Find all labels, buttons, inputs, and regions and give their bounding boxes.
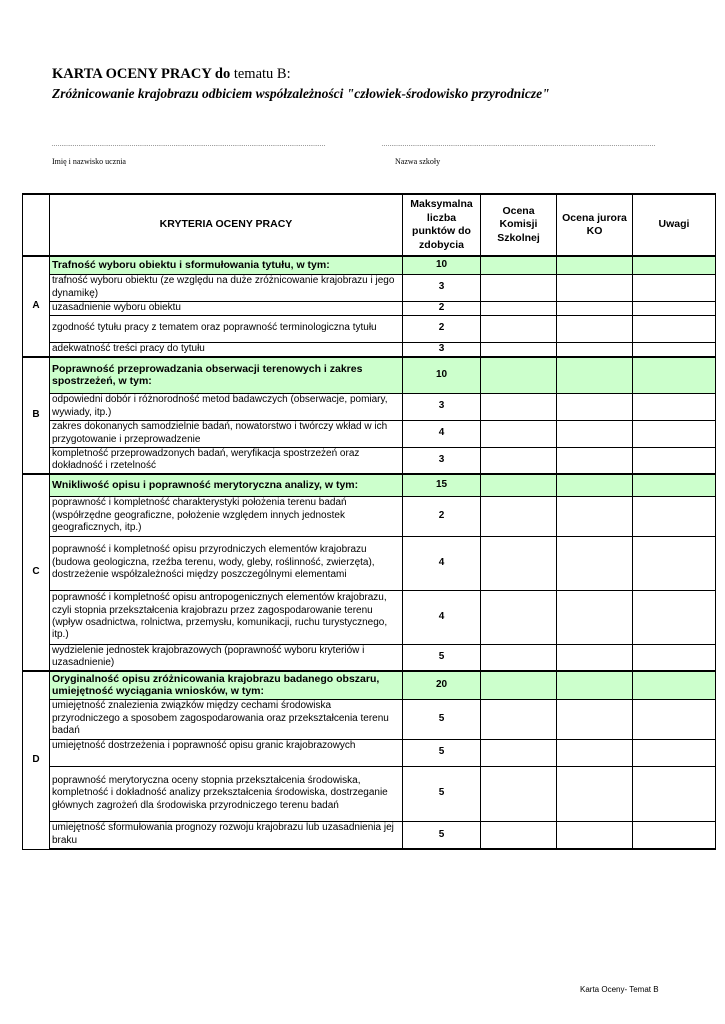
jury-score-cell[interactable] (557, 739, 633, 766)
jury-score-cell[interactable] (557, 474, 633, 496)
criterion-points: 4 (403, 420, 481, 447)
notes-cell[interactable] (633, 536, 716, 590)
jury-score-cell[interactable] (557, 821, 633, 849)
criterion-points: 3 (403, 342, 481, 357)
notes-header: Uwagi (633, 194, 716, 256)
title-bold: KARTA OCENY PRACY do (52, 66, 231, 82)
section-header-row (23, 474, 716, 496)
criterion-points: 3 (403, 447, 481, 474)
school-score-cell[interactable] (481, 766, 557, 821)
max-points-header: Maksymalna liczba punktów do zdobycia (403, 194, 481, 256)
school-score-cell[interactable] (481, 739, 557, 766)
notes-cell[interactable] (633, 301, 716, 315)
notes-cell[interactable] (633, 342, 716, 357)
notes-cell[interactable] (633, 496, 716, 536)
criteria-table (22, 193, 716, 850)
criterion-text: poprawność i kompletność opisu antropogenicznych elementów krajobrazu, czyli stopnia przekształcenia krajobrazu przez zagospodarowanie terenu (wpływ osadnictwa, rolnictwa, przemysłu, komunikacji, ruchu turystycznego, itp.) (50, 590, 403, 644)
notes-cell[interactable] (633, 420, 716, 447)
school-score-cell[interactable] (481, 496, 557, 536)
criterion-points: 2 (403, 315, 481, 342)
school-score-cell[interactable] (481, 393, 557, 420)
criterion-row (23, 420, 716, 447)
notes-cell[interactable] (633, 474, 716, 496)
student-name-label: Imię i nazwisko ucznia (52, 157, 126, 166)
jury-score-cell[interactable] (557, 256, 633, 274)
criterion-row (23, 590, 716, 644)
criterion-text: trafność wyboru obiektu (ze względu na duże zróżnicowanie krajobrazu i jego dynamikę) (50, 274, 403, 301)
criterion-row (23, 699, 716, 739)
notes-cell[interactable] (633, 315, 716, 342)
jury-score-cell[interactable] (557, 393, 633, 420)
jury-score-cell[interactable] (557, 671, 633, 699)
jury-score-cell[interactable] (557, 590, 633, 644)
criterion-row (23, 393, 716, 420)
section-letter: A (23, 256, 50, 357)
section-max-points: 10 (403, 256, 481, 274)
jury-score-cell[interactable] (557, 766, 633, 821)
criterion-text: poprawność i kompletność charakterystyki położenia terenu badań (współrzędne geograficzne, położenie względem innych jednostek geograficznych, itp.) (50, 496, 403, 536)
jury-score-cell[interactable] (557, 496, 633, 536)
section-header-row (23, 671, 716, 699)
criterion-points: 5 (403, 644, 481, 671)
school-score-cell[interactable] (481, 256, 557, 274)
school-score-cell[interactable] (481, 590, 557, 644)
page-title (52, 66, 291, 83)
criterion-row (23, 315, 716, 342)
criterion-row (23, 821, 716, 849)
criterion-row (23, 536, 716, 590)
school-score-cell[interactable] (481, 644, 557, 671)
notes-cell[interactable] (633, 671, 716, 699)
section-letter: B (23, 357, 50, 474)
criterion-text: adekwatność treści pracy do tytułu (50, 342, 403, 357)
criterion-points: 4 (403, 590, 481, 644)
criterion-points: 2 (403, 301, 481, 315)
criterion-row (23, 739, 716, 766)
jury-score-cell[interactable] (557, 420, 633, 447)
notes-cell[interactable] (633, 393, 716, 420)
criterion-row (23, 301, 716, 315)
notes-cell[interactable] (633, 699, 716, 739)
school-commission-header: Ocena Komisji Szkolnej (481, 194, 557, 256)
jury-score-cell[interactable] (557, 447, 633, 474)
jury-header: Ocena jurora KO (557, 194, 633, 256)
school-score-cell[interactable] (481, 474, 557, 496)
school-score-cell[interactable] (481, 274, 557, 301)
criterion-points: 5 (403, 766, 481, 821)
criterion-text: poprawność i kompletność opisu przyrodniczych elementów krajobrazu (budowa geologiczna, rzeźba terenu, wody, gleby, roślinność, zwierzęta), dostrzeżenie współzależności między poszczególnymi elementami (50, 536, 403, 590)
page-subtitle: Zróżnicowanie krajobrazu odbiciem współzależności "człowiek-środowisko przyrodnicze" (52, 86, 550, 101)
criterion-text: umiejętność znalezienia związków między cechami środowiska przyrodniczego a sposobem zagospodarowania oraz przekształcenia terenu badań (50, 699, 403, 739)
notes-cell[interactable] (633, 590, 716, 644)
notes-cell[interactable] (633, 256, 716, 274)
school-score-cell[interactable] (481, 536, 557, 590)
jury-score-cell[interactable] (557, 274, 633, 301)
section-header-text: Wnikliwość opisu i poprawność merytoryczna analizy, w tym: (50, 474, 403, 496)
notes-cell[interactable] (633, 644, 716, 671)
criterion-points: 2 (403, 496, 481, 536)
section-letter: D (23, 671, 50, 849)
criterion-points: 3 (403, 274, 481, 301)
criterion-text: odpowiedni dobór i różnorodność metod badawczych (obserwacje, pomiary, wywiady, itp.) (50, 393, 403, 420)
title-rest: tematu B: (230, 66, 291, 82)
criterion-points: 5 (403, 821, 481, 849)
criterion-row (23, 447, 716, 474)
jury-score-cell[interactable] (557, 699, 633, 739)
jury-score-cell[interactable] (557, 536, 633, 590)
criterion-text: poprawność merytoryczna oceny stopnia przekształcenia środowiska, kompletność i dokładność analizy przekształcenia środowiska, dostrzeganie głównych zagrożeń dla środowiska przyrodniczego terenu badań (50, 766, 403, 821)
criterion-points: 3 (403, 393, 481, 420)
criteria-header: KRYTERIA OCENY PRACY (50, 194, 403, 256)
jury-score-cell[interactable] (557, 315, 633, 342)
letter-header (23, 194, 50, 256)
criterion-text: kompletność przeprowadzonych badań, weryfikacja spostrzeżeń oraz dokładność i rzetelność (50, 447, 403, 474)
criterion-text: zgodność tytułu pracy z tematem oraz poprawność terminologiczna tytułu (50, 315, 403, 342)
jury-score-cell[interactable] (557, 342, 633, 357)
jury-score-cell[interactable] (557, 644, 633, 671)
notes-cell[interactable] (633, 274, 716, 301)
criterion-points: 5 (403, 739, 481, 766)
criterion-row (23, 342, 716, 357)
section-header-text: Oryginalność opisu zróżnicowania krajobrazu badanego obszaru, umiejętność wyciągania wniosków, w tym: (50, 671, 403, 699)
section-letter: C (23, 474, 50, 671)
school-score-cell[interactable] (481, 420, 557, 447)
criterion-text: umiejętność dostrzeżenia i poprawność opisu granic krajobrazowych (50, 739, 403, 766)
school-score-cell[interactable] (481, 301, 557, 315)
notes-cell[interactable] (633, 739, 716, 766)
page-footer: Karta Oceny- Temat B (580, 985, 659, 994)
jury-score-cell[interactable] (557, 357, 633, 393)
criterion-row (23, 274, 716, 301)
section-header-row (23, 357, 716, 393)
school-name-label: Nazwa szkoły (395, 157, 441, 166)
criterion-text: zakres dokonanych samodzielnie badań, nowatorstwo i twórczy wkład w ich przygotowanie i przeprowadzenie (50, 420, 403, 447)
school-score-cell[interactable] (481, 315, 557, 342)
criterion-text: uzasadnienie wyboru obiektu (50, 301, 403, 315)
criterion-points: 5 (403, 699, 481, 739)
school-score-cell[interactable] (481, 447, 557, 474)
notes-cell[interactable] (633, 766, 716, 821)
section-max-points: 10 (403, 357, 481, 393)
school-name-line[interactable]: ................................................................................................................................................ (382, 142, 656, 148)
notes-cell[interactable] (633, 447, 716, 474)
criterion-row (23, 496, 716, 536)
criterion-row (23, 644, 716, 671)
jury-score-cell[interactable] (557, 301, 633, 315)
notes-cell[interactable] (633, 357, 716, 393)
section-max-points: 15 (403, 474, 481, 496)
school-score-cell[interactable] (481, 357, 557, 393)
school-score-cell[interactable] (481, 699, 557, 739)
school-score-cell[interactable] (481, 821, 557, 849)
section-header-text: Trafność wyboru obiektu i sformułowania tytułu, w tym: (50, 256, 403, 274)
school-score-cell[interactable] (481, 671, 557, 699)
section-max-points: 20 (403, 671, 481, 699)
criterion-text: wydzielenie jednostek krajobrazowych (poprawność wyboru kryteriów i uzasadnienie) (50, 644, 403, 671)
notes-cell[interactable] (633, 821, 716, 849)
section-header-row (23, 256, 716, 274)
student-name-line[interactable]: ................................................................................................................................................ (52, 142, 326, 148)
section-header-text: Poprawność przeprowadzania obserwacji terenowych i zakres spostrzeżeń, w tym: (50, 357, 403, 393)
criterion-points: 4 (403, 536, 481, 590)
criterion-text: umiejętność sformułowania prognozy rozwoju krajobrazu lub uzasadnienia jej braku (50, 821, 403, 849)
school-score-cell[interactable] (481, 342, 557, 357)
criterion-row (23, 766, 716, 821)
